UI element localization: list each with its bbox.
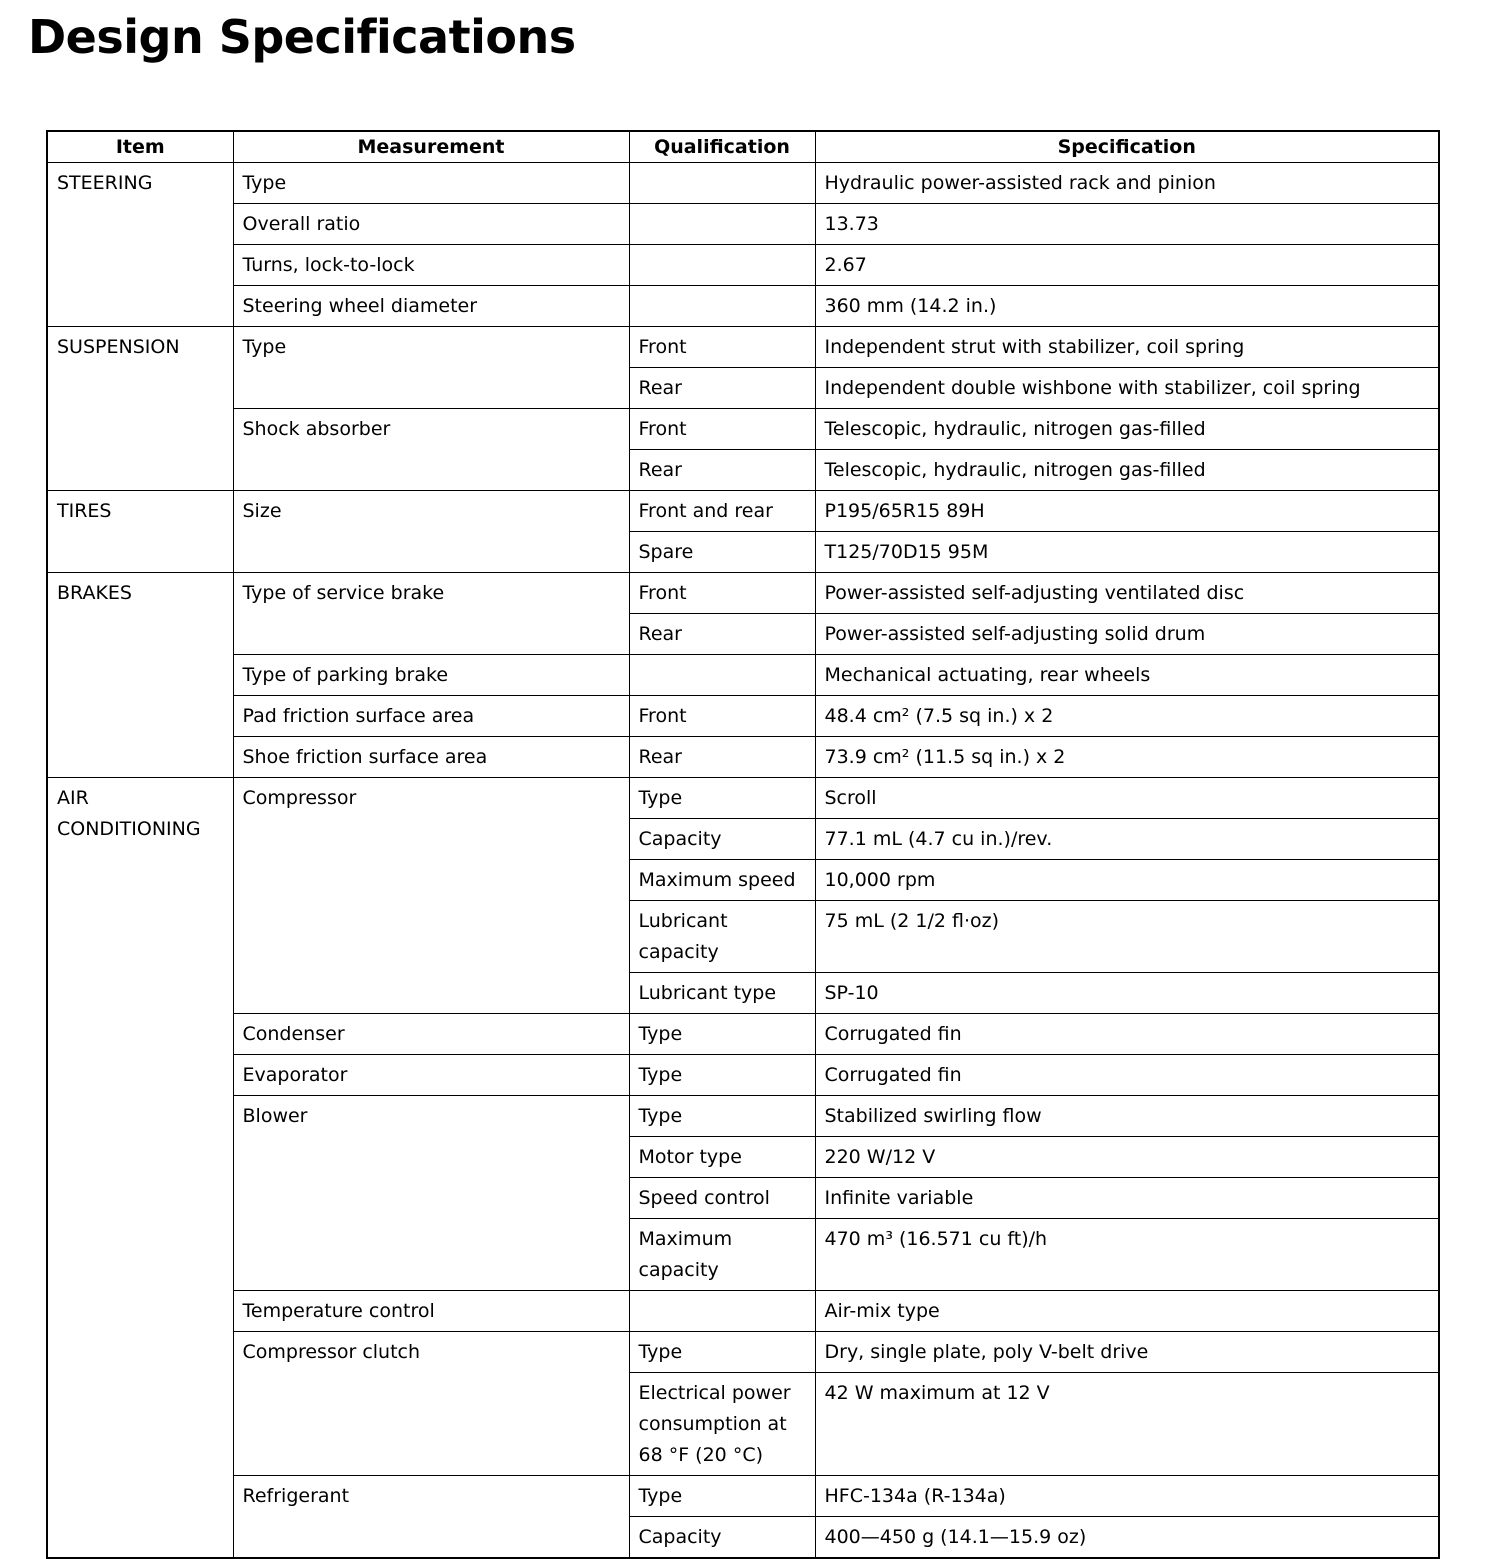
measurement-cell: Shock absorber [233, 409, 629, 491]
qualification-cell: Rear [629, 737, 815, 778]
specification-cell: Stabilized swirling flow [815, 1096, 1439, 1137]
specification-cell: T125/70D15 95M [815, 532, 1439, 573]
qualification-cell [629, 286, 815, 327]
qualification-cell: Rear [629, 450, 815, 491]
qualification-cell: Lubricant capacity [629, 901, 815, 973]
header-item: Item [47, 131, 233, 163]
qualification-cell: Type [629, 1332, 815, 1373]
specification-cell: 77.1 mL (4.7 cu in.)/rev. [815, 819, 1439, 860]
qualification-cell: Rear [629, 368, 815, 409]
item-brakes: BRAKES [47, 573, 233, 778]
specification-cell: SP-10 [815, 973, 1439, 1014]
measurement-cell: Condenser [233, 1014, 629, 1055]
qualification-cell: Front [629, 327, 815, 368]
measurement-cell: Blower [233, 1096, 629, 1291]
table-row [47, 573, 1439, 614]
qualification-cell: Front and rear [629, 491, 815, 532]
table-row [47, 737, 1439, 778]
specification-cell: Corrugated fin [815, 1014, 1439, 1055]
specification-cell: Hydraulic power-assisted rack and pinion [815, 163, 1439, 204]
qualification-cell: Type [629, 1055, 815, 1096]
specification-cell: P195/65R15 89H [815, 491, 1439, 532]
specification-cell: Mechanical actuating, rear wheels [815, 655, 1439, 696]
qualification-cell: Motor type [629, 1137, 815, 1178]
measurement-cell: Pad friction surface area [233, 696, 629, 737]
qualification-cell [629, 204, 815, 245]
measurement-cell: Type [233, 327, 629, 409]
qualification-cell: Lubricant type [629, 973, 815, 1014]
table-header-row [47, 131, 1439, 163]
table-row [47, 163, 1439, 204]
qualification-cell: Electrical power consumption at 68 °F (20 °C) [629, 1373, 815, 1476]
specification-cell: 48.4 cm² (7.5 sq in.) x 2 [815, 696, 1439, 737]
measurement-cell: Steering wheel diameter [233, 286, 629, 327]
specification-cell: 13.73 [815, 204, 1439, 245]
table-row [47, 1014, 1439, 1055]
measurement-cell: Compressor clutch [233, 1332, 629, 1476]
qualification-cell: Type [629, 778, 815, 819]
qualification-cell: Type [629, 1096, 815, 1137]
table-row [47, 245, 1439, 286]
specification-cell: 400—450 g (14.1—15.9 oz) [815, 1517, 1439, 1559]
table-row [47, 1476, 1439, 1517]
specification-cell: 73.9 cm² (11.5 sq in.) x 2 [815, 737, 1439, 778]
qualification-cell: Maximum speed [629, 860, 815, 901]
qualification-cell [629, 1291, 815, 1332]
qualification-cell: Front [629, 409, 815, 450]
specification-cell: 2.67 [815, 245, 1439, 286]
qualification-cell [629, 655, 815, 696]
specification-cell: Scroll [815, 778, 1439, 819]
measurement-cell: Evaporator [233, 1055, 629, 1096]
specification-cell: 75 mL (2 1/2 fl·oz) [815, 901, 1439, 973]
table-row [47, 204, 1439, 245]
specification-cell: Air-mix type [815, 1291, 1439, 1332]
item-steering: STEERING [47, 163, 233, 327]
qualification-cell: Type [629, 1014, 815, 1055]
measurement-cell: Refrigerant [233, 1476, 629, 1559]
table-row [47, 655, 1439, 696]
table-row [47, 696, 1439, 737]
measurement-cell: Temperature control [233, 1291, 629, 1332]
item-suspension: SUSPENSION [47, 327, 233, 491]
table-row [47, 778, 1439, 819]
specification-cell: 10,000 rpm [815, 860, 1439, 901]
measurement-cell: Overall ratio [233, 204, 629, 245]
table-row [47, 409, 1439, 450]
specification-cell: Power-assisted self-adjusting ventilated disc [815, 573, 1439, 614]
table-row [47, 491, 1439, 532]
measurement-cell: Type of parking brake [233, 655, 629, 696]
specification-cell: Dry, single plate, poly V-belt drive [815, 1332, 1439, 1373]
specification-cell: HFC-134a (R-134a) [815, 1476, 1439, 1517]
qualification-cell: Front [629, 696, 815, 737]
specification-cell: 220 W/12 V [815, 1137, 1439, 1178]
qualification-cell [629, 245, 815, 286]
qualification-cell: Front [629, 573, 815, 614]
design-specifications-table [46, 130, 1440, 1559]
qualification-cell: Spare [629, 532, 815, 573]
header-specification: Specification [815, 131, 1439, 163]
specification-cell: Independent double wishbone with stabilizer, coil spring [815, 368, 1439, 409]
page-title: Design Specifications [28, 10, 576, 64]
measurement-cell: Type [233, 163, 629, 204]
qualification-cell: Capacity [629, 819, 815, 860]
specification-cell: Telescopic, hydraulic, nitrogen gas-filled [815, 409, 1439, 450]
table-row [47, 286, 1439, 327]
table-row [47, 327, 1439, 368]
measurement-cell: Size [233, 491, 629, 573]
qualification-cell: Capacity [629, 1517, 815, 1559]
table-row [47, 1055, 1439, 1096]
specification-cell: 360 mm (14.2 in.) [815, 286, 1439, 327]
item-tires: TIRES [47, 491, 233, 573]
measurement-cell: Type of service brake [233, 573, 629, 655]
measurement-cell: Turns, lock-to-lock [233, 245, 629, 286]
table-row [47, 1291, 1439, 1332]
specification-cell: Telescopic, hydraulic, nitrogen gas-filled [815, 450, 1439, 491]
specification-cell: Infinite variable [815, 1178, 1439, 1219]
qualification-cell [629, 163, 815, 204]
specification-cell: 470 m³ (16.571 cu ft)/h [815, 1219, 1439, 1291]
specification-cell: Power-assisted self-adjusting solid drum [815, 614, 1439, 655]
table-row [47, 1096, 1439, 1137]
item-air-conditioning: AIR CONDITIONING [47, 778, 233, 1559]
specification-cell: 42 W maximum at 12 V [815, 1373, 1439, 1476]
table-row [47, 1332, 1439, 1373]
measurement-cell: Compressor [233, 778, 629, 1014]
measurement-cell: Shoe friction surface area [233, 737, 629, 778]
specification-cell: Corrugated fin [815, 1055, 1439, 1096]
qualification-cell: Speed control [629, 1178, 815, 1219]
header-qualification: Qualification [629, 131, 815, 163]
specification-cell: Independent strut with stabilizer, coil spring [815, 327, 1439, 368]
header-measurement: Measurement [233, 131, 629, 163]
qualification-cell: Maximum capacity [629, 1219, 815, 1291]
qualification-cell: Rear [629, 614, 815, 655]
qualification-cell: Type [629, 1476, 815, 1517]
